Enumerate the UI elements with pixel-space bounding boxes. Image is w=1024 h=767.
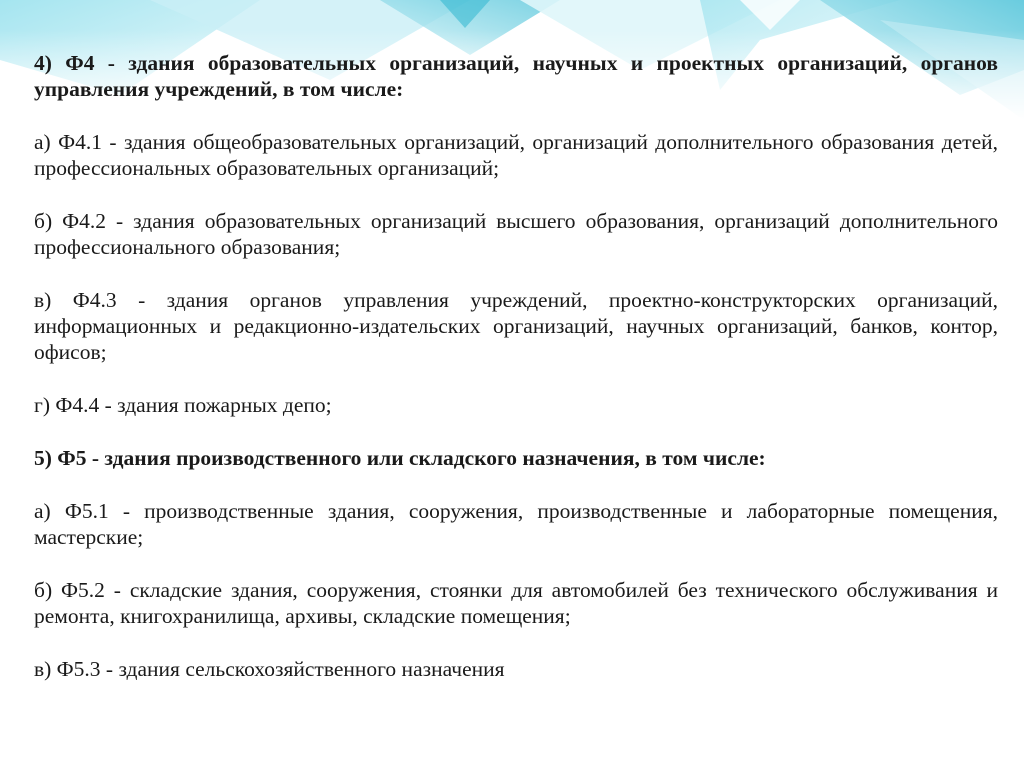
paragraph-f4-3: в) Ф4.3 - здания органов управления учреждений, проектно-конструкторских организаций, информационных и редакционно-издательских организаций, научных организаций, банков, контор, офисов; bbox=[34, 288, 998, 364]
paragraph-f4-4: г) Ф4.4 - здания пожарных депо; bbox=[34, 393, 332, 417]
paragraph-f4-2: б) Ф4.2 - здания образовательных организаций высшего образования, организаций дополнительного профессионального образования; bbox=[34, 209, 998, 259]
paragraph-f4-heading: 4) Ф4 - здания образовательных организаций, научных и проектных организаций, органов управления учреждений, в том числе: bbox=[34, 51, 998, 101]
paragraph-f5-3: в) Ф5.3 - здания сельскохозяйственного назначения bbox=[34, 657, 505, 681]
paragraph-f5-heading: 5) Ф5 - здания производственного или складского назначения, в том числе: bbox=[34, 446, 766, 470]
paragraph-f5-1: а) Ф5.1 - производственные здания, сооружения, производственные и лабораторные помещения, мастерские; bbox=[34, 499, 998, 549]
document-body bbox=[34, 50, 998, 682]
paragraph-f5-2: б) Ф5.2 - складские здания, сооружения, стоянки для автомобилей без технического обслуживания и ремонта, книгохранилища, архивы, складские помещения; bbox=[34, 578, 998, 628]
paragraph-f4-1: а) Ф4.1 - здания общеобразовательных организаций, организаций дополнительного образования детей, профессиональных образовательных организаций; bbox=[34, 130, 998, 180]
